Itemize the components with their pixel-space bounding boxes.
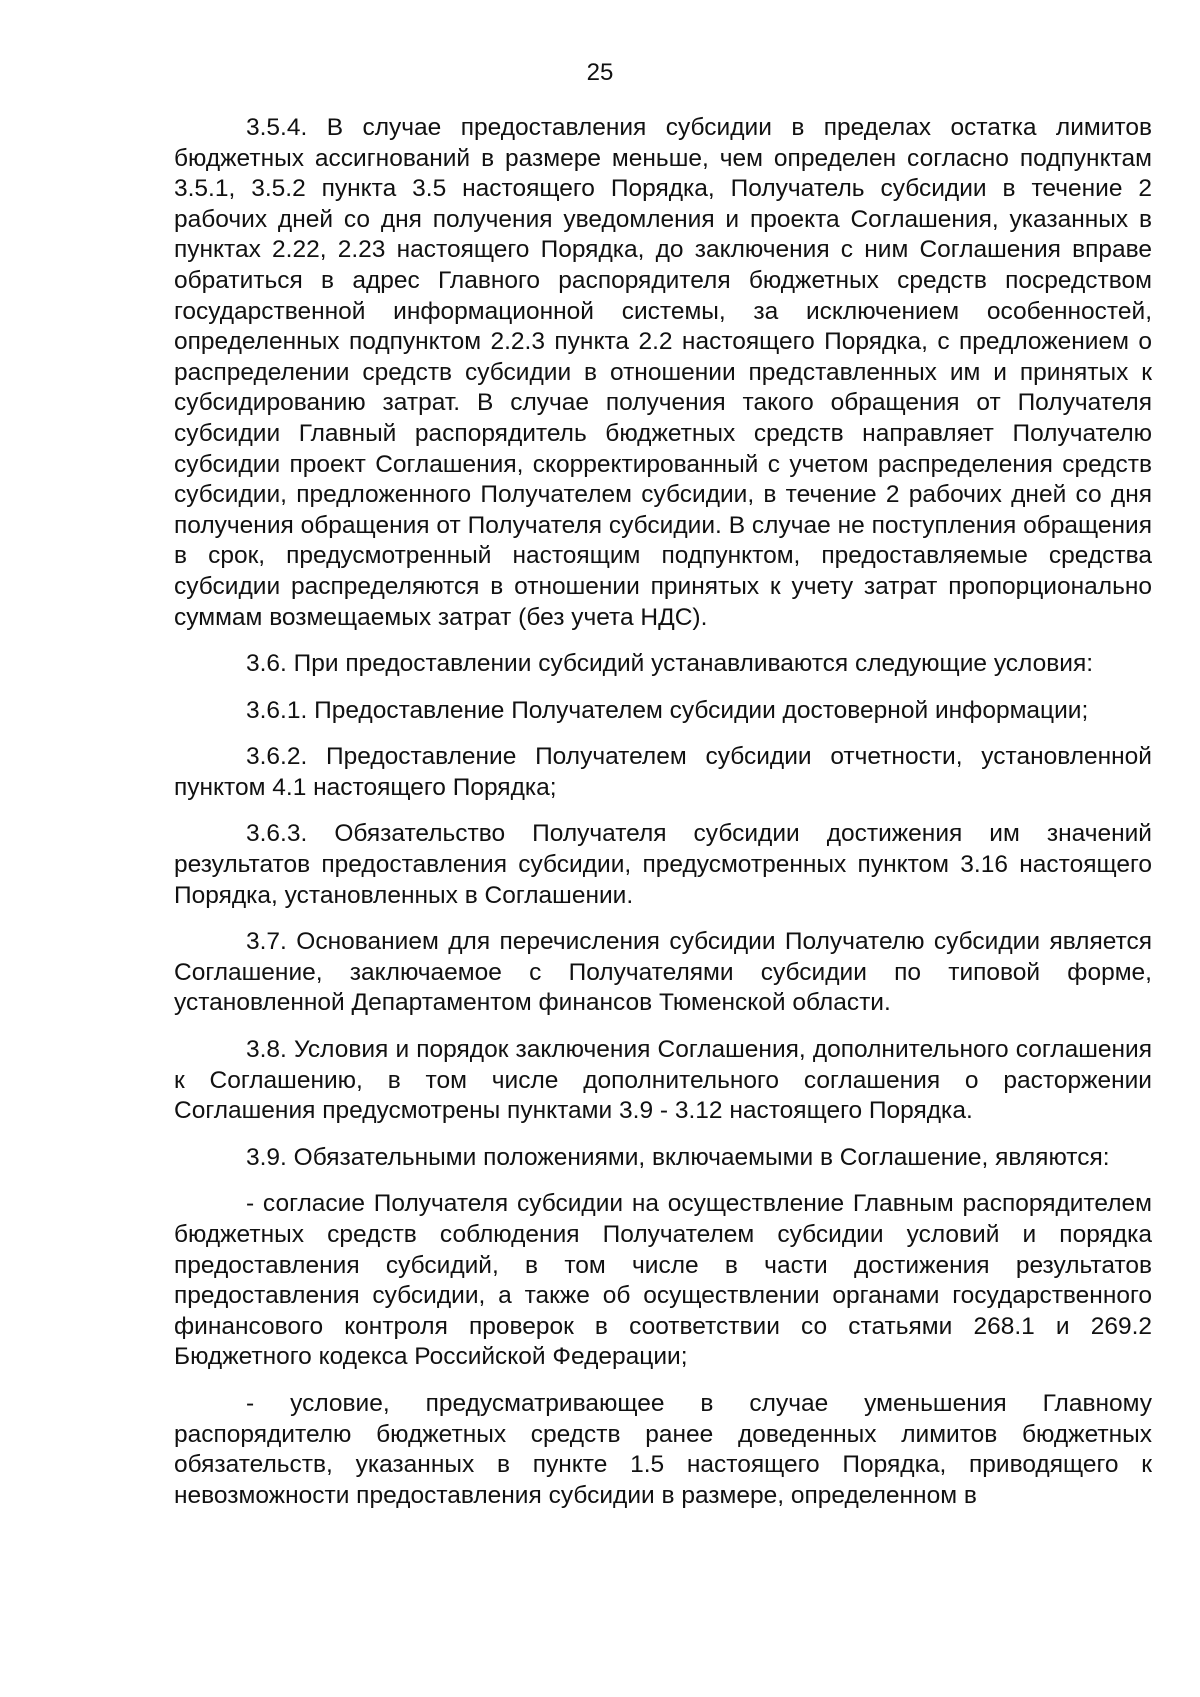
list-item-consent: - согласие Получателя субсидии на осуществление Главным распорядителем бюджетных средств соблюдения Получателем субсидии условий и порядка предоставления субсидий, в том числе в части достижения результатов предоставления субсидии, а также об осуществлении органами государственного финансового контроля проверок в соответствии со статьями 268.1 и 269.2 Бюджетного кодекса Российской Федерации; <box>174 1190 1152 1371</box>
list-item-limits-reduction: - условие, предусматривающее в случае уменьшения Главному распорядителю бюджетных средств ранее доведенных лимитов бюджетных обязательств, указанных в пункте 1.5 настоящего Порядка, приводящего к невозможности предоставления субсидии в размере, определенном в <box>174 1389 1152 1509</box>
paragraph-3-9: 3.9. Обязательными положениями, включаемыми в Соглашение, являются: <box>246 1143 1110 1171</box>
paragraph-3-7: 3.7. Основанием для перечисления субсидии Получателю субсидии является Соглашение, заключаемое с Получателями субсидии по типовой форме, установленной Департаментом финансов Тюменской области. <box>174 928 1152 1017</box>
paragraph-3-6: 3.6. При предоставлении субсидий устанавливаются следующие условия: <box>246 650 1094 678</box>
paragraph-3-6-1: 3.6.1. Предоставление Получателем субсидии достоверной информации; <box>246 696 1089 724</box>
document-body <box>174 113 1152 1527</box>
paragraph-3-5-4: 3.5.4. В случае предоставления субсидии в пределах остатка лимитов бюджетных ассигнований в размере меньше, чем определен согласно подпунктам 3.5.1, 3.5.2 пункта 3.5 настоящего Порядка, Получатель субсидии в течение 2 рабочих дней со дня получения уведомления и проекта Соглашения, указанных в пунктах 2.22, 2.23 настоящего Порядка, до заключения с ним Соглашения вправе обратиться в адрес Главного распорядителя бюджетных средств посредством государственной информационной системы, за исключением особенностей, определенных подпунктом 2.2.3 пункта 2.2 настоящего Порядка, с предложением о распределении средств субсидии в отношении представленных им и принятых к субсидированию затрат. В случае получения такого обращения от Получателя субсидии Главный распорядитель бюджетных средств направляет Получателю субсидии проект Соглашения, скорректированный с учетом распределения средств субсидии, предложенного Получателем субсидии, в течение 2 рабочих дней со дня получения обращения от Получателя субсидии. В случае не поступления обращения в срок, предусмотренный настоящим подпунктом, предоставляемые средства субсидии распределяются в отношении принятых к учету затрат пропорционально суммам возмещаемых затрат (без учета НДС). <box>174 114 1152 631</box>
paragraph-3-8: 3.8. Условия и порядок заключения Соглашения, дополнительного соглашения к Соглашению, в том числе дополнительного соглашения о расторжении Соглашения предусмотрены пунктами 3.9 - 3.12 настоящего Порядка. <box>174 1036 1152 1125</box>
paragraph-3-6-3: 3.6.3. Обязательство Получателя субсидии достижения им значений результатов предоставления субсидии, предусмотренных пунктом 3.16 настоящего Порядка, установленных в Соглашении. <box>174 820 1152 909</box>
page-number: 25 <box>586 59 614 86</box>
paragraph-3-6-2: 3.6.2. Предоставление Получателем субсидии отчетности, установленной пунктом 4.1 настоящего Порядка; <box>174 743 1152 801</box>
